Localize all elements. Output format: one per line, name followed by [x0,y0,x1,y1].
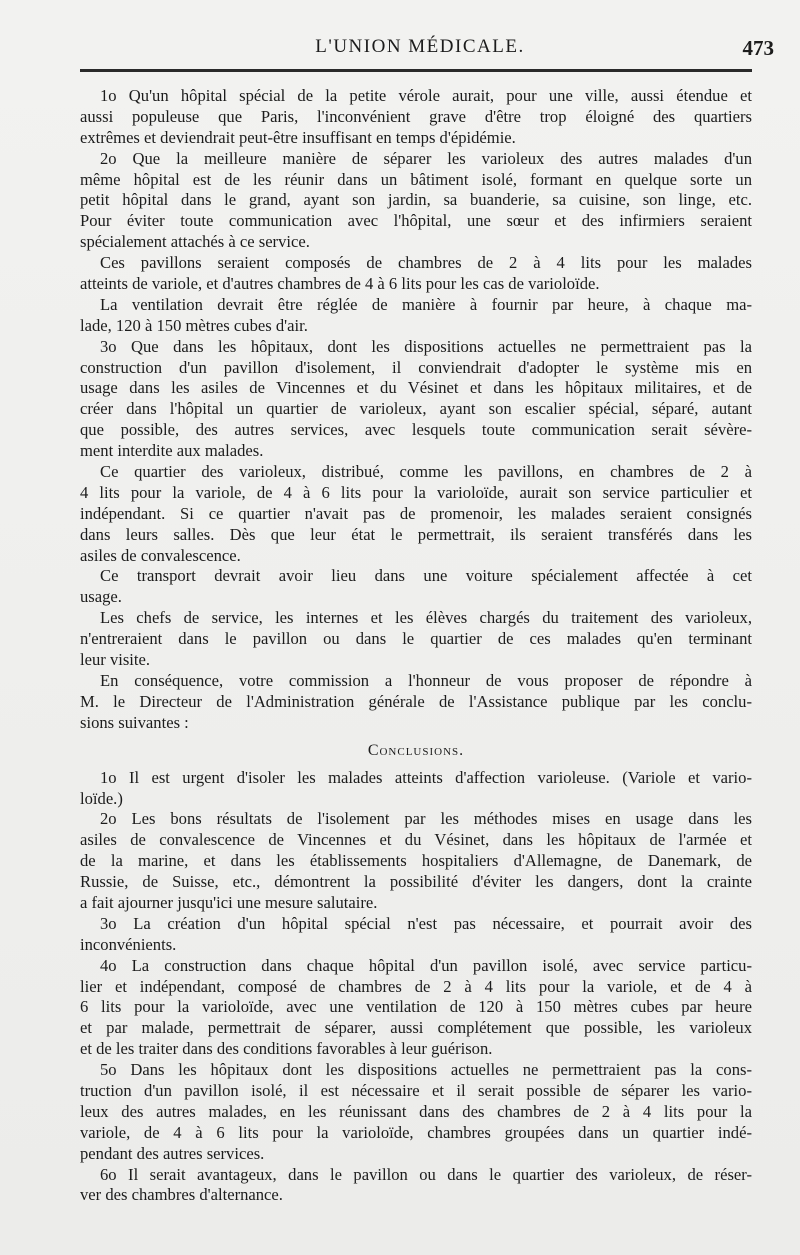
text-line: inconvénients. [80,934,177,954]
text-line: Les chefs de service, les internes et les élèves chargés du traitement des varioleux, [100,608,752,628]
running-head [80,36,774,66]
text-line: Ces pavillons seraient composés de chambres de 2 à 4 lits pour les malades [100,253,752,273]
text-line: aussi populeuse que Paris, l'inconvénient grave d'être trop éloigné des quartiers [80,106,752,126]
header-rule [80,69,752,72]
text-line: pendant des autres services. [80,1143,265,1163]
text-line: 4 lits pour la variole, de 4 à 6 lits pour la varioloïde, aurait son service particulier et [80,482,752,502]
text-line: spécialement attachés à ce service. [80,232,310,252]
text-line: dans leurs salles. Dès que leur état le permettrait, ils seraient transférés dans les [80,524,752,544]
page-number: 473 [742,36,774,60]
text-line: et de les traiter dans des conditions favorables à leur guérison. [80,1039,493,1059]
text-line: 6 lits pour la varioloïde, avec une ventilation de 120 à 150 mètres cubes par heure [80,997,752,1017]
text-line: extrêmes et deviendrait peut-être insuffisant en temps d'épidémie. [80,127,516,147]
text-line: atteints de variole, et d'autres chambres de 4 à 6 lits pour les cas de varioloïde. [80,274,600,294]
text-line: indépendant. Si ce quartier n'avait pas de promenoir, les malades seraient consignés [80,503,752,523]
text-line: Russie, de Suisse, etc., démontrent la possibilité d'éviter les dangers, dont la crainte [80,872,752,892]
text-line: lade, 120 à 150 mètres cubes d'air. [80,315,308,335]
text-line: que possible, des autres services, avec lesquels toute communication serait sévère- [80,420,752,440]
text-line: Ce transport devrait avoir lieu dans une voiture spécialement affectée à cet [100,566,752,586]
text-line: leur visite. [80,650,151,670]
paragraph [80,671,752,734]
text-line: variole, de 4 à 6 lits pour la varioloïde, chambres groupées dans un quartier indé- [80,1122,752,1142]
text-line: a fait ajourner jusqu'ici une mesure salutaire. [80,892,378,912]
text-line: ver des chambres d'alternance. [80,1185,283,1205]
paragraph [80,566,752,608]
text-line: asiles de convalescence de Vincennes et du Vésinet, dans les hôpitaux de l'armée et [80,830,752,850]
paragraph [80,295,752,337]
running-title: L'UNION MÉDICALE. [315,36,525,57]
text-line: loïde.) [80,788,123,808]
text-line: ment interdite aux malades. [80,441,264,461]
text-line: construction d'un pavillon d'isolement, il conviendrait d'adopter le système mis en [80,357,752,377]
conclusions-heading: Conclusions. [367,741,465,759]
report-paragraphs [80,86,752,734]
text-line: Ce quartier des varioleux, distribué, comme les pavillons, en chambres de 2 à [100,462,752,482]
text-line: 6o Il serait avantageux, dans le pavillon ou dans le quartier des varioleux, de réser- [100,1164,752,1184]
text-line: petit hôpital dans le grand, ayant son jardin, sa buanderie, sa cuisine, son linge, etc. [80,190,752,210]
text-line: 3o Que dans les hôpitaux, dont les dispositions actuelles ne permettraient pas la [100,336,752,356]
text-line: usage dans les asiles de Vincennes et du Vésinet et dans les hôpitaux militaires, et de [80,378,752,398]
text-line: 4o La construction dans chaque hôpital d'un pavillon isolé, avec service particu- [100,955,752,975]
paragraph [80,608,752,671]
conclusions-list [80,768,752,1207]
text-line: 1o Qu'un hôpital spécial de la petite vérole aurait, pour une ville, aussi étendue et [100,86,752,105]
paragraph [80,1060,752,1164]
text-line: leux des autres malades, en les réunissant dans des chambres de 2 à 4 lits pour la [80,1101,752,1121]
paragraph [80,462,752,566]
text-line: créer dans l'hôpital un quartier de varioleux, ayant son escalier spécial, séparé, autant [80,399,752,419]
text-line: même hôpital est de les réunir dans un bâtiment isolé, formant en quelque sorte un [80,169,752,189]
paragraph [80,149,752,253]
text-line: usage. [80,587,122,607]
text-line: 3o La création d'un hôpital spécial n'est pas nécessaire, et pourrait avoir des [100,913,752,933]
paragraph [80,914,752,956]
text-line: de la marine, et dans les établissements hospitaliers d'Allemagne, de Danemark, de [80,851,752,871]
text-line: 1o Il est urgent d'isoler les malades atteints d'affection varioleuse. (Variole et vario- [100,767,752,787]
paragraph [80,809,752,913]
body-text [80,86,752,1206]
text-line: truction d'un pavillon isolé, il est nécessaire et il serait possible de séparer les vario- [80,1080,752,1100]
paragraph [80,337,752,462]
paragraph [80,1165,752,1207]
text-line: asiles de convalescence. [80,545,241,565]
text-line: 2o Les bons résultats de l'isolement par les méthodes mises en usage dans les [100,809,752,829]
text-line: Pour éviter toute communication avec l'hôpital, une sœur et des infirmiers seraient [80,211,752,231]
text-line: La ventilation devrait être réglée de manière à fournir par heure, à chaque ma- [100,294,752,314]
paragraph [80,956,752,1060]
paragraph [80,86,752,149]
text-line: lier et indépendant, composé de chambres de 2 à 4 lits pour la variole, et de 4 à [80,976,752,996]
paragraph [80,253,752,295]
text-line: 2o Que la meilleure manière de séparer les varioleux des autres malades d'un [100,148,752,168]
text-line: M. le Directeur de l'Administration générale de l'Assistance publique par les conclu- [80,691,752,711]
text-line: n'entreraient dans le pavillon ou dans le quartier de ces malades qu'en terminant [80,629,752,649]
text-line: En conséquence, votre commission a l'honneur de vous proposer de répondre à [100,670,752,690]
text-line: 5o Dans les hôpitaux dont les dispositions actuelles ne permettraient pas la cons- [100,1060,752,1080]
text-line: sions suivantes : [80,712,189,732]
text-line: et par malade, permettrait de séparer, aussi complétement que possible, les varioleux [80,1018,752,1038]
paragraph [80,768,752,810]
